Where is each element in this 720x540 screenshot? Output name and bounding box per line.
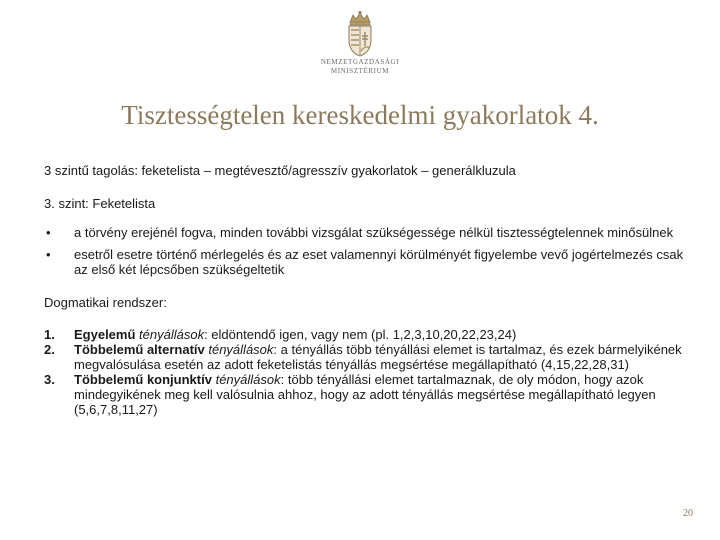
ministry-name-line2: MINISZTÉRIUM (330, 67, 390, 75)
item-number: 2. (44, 342, 55, 357)
intro-text: 3 szintű tagolás: feketelista – megtévesztő/agresszív gyakorlatok – generálkluzula (44, 163, 516, 178)
list-item (44, 247, 684, 277)
item-term: Többelemű konjunktív (74, 372, 212, 387)
list-item (44, 372, 684, 417)
page-number: 20 (683, 508, 693, 519)
list-item (44, 225, 684, 240)
dogma-heading: Dogmatikai rendszer: (44, 295, 167, 310)
bullet-list (44, 225, 684, 277)
ministry-name-line1: NEMZETGAZDASÁGI (320, 58, 400, 66)
item-number: 1. (44, 327, 55, 342)
item-term: Többelemű alternatív (74, 342, 205, 357)
item-description: : eldöntendő igen, vagy nem (pl. 1,2,3,10,20,22,23,24) (204, 327, 517, 342)
item-text (74, 372, 684, 417)
item-description: : több tényállási elemet tartalmaznak, de oly módon, hogy azok mindegyikének meg kell valósulnia ahhoz, hogy az adott tényállás megsértése megállapítható legyen (5,6,7,8,11,27) (74, 372, 656, 417)
item-term-suffix: tényállások (211, 372, 281, 387)
coat-of-arms-icon (342, 10, 378, 58)
item-term-suffix: tényállások (135, 327, 205, 342)
item-description: : a tényállás több tényállási elemet is tartalmaz, és ezek bármelyikének megvalósulása esetén az adott feketelistás tényállás megsértése megállapítható (4,15,22,28,31) (74, 342, 682, 372)
slide-body (44, 163, 684, 417)
bullet-text: a törvény erejénél fogva, minden további vizsgálat szükségessége nélkül tisztességtelennek minősülnek (74, 225, 674, 240)
list-item (44, 342, 684, 372)
level-heading: 3. szint: Feketelista (44, 196, 156, 211)
slide-title: Tisztességtelen kereskedelmi gyakorlatok 4. (121, 100, 599, 130)
numbered-list (44, 327, 684, 417)
ministry-logo (310, 10, 410, 88)
item-text (74, 327, 516, 342)
bullet-text: esetről esetre történő mérlegelés és az eset valamennyi körülményét figyelembe vevő jogértelmezés csak az első két lépcsőben szükségeltetik (74, 247, 684, 277)
item-term: Egyelemű (74, 327, 136, 342)
item-term-suffix: tényállások (204, 342, 274, 357)
item-number: 3. (44, 372, 55, 387)
bullet-mark: • (46, 225, 51, 240)
list-item (44, 327, 684, 342)
bullet-mark: • (46, 247, 51, 262)
item-text (74, 342, 684, 372)
